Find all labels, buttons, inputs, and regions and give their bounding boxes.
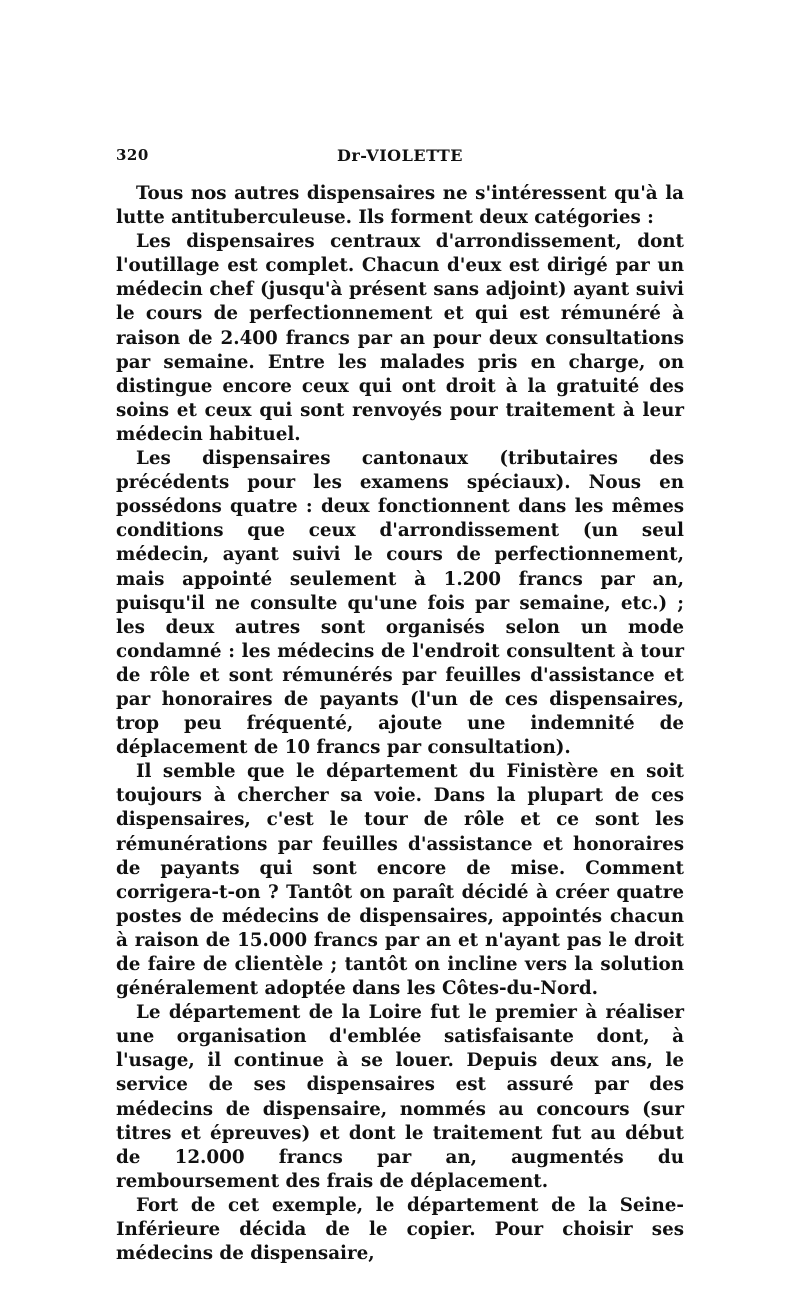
paragraph-3: Les dispensaires cantonaux (tributaires des précédents pour les examens spéciaux). Nous en possédons quatre : deux fonctionnent dans les mêmes conditions que ceux d'arrondissement (un seul médecin, ayant suivi le cours de perfectionnement, mais appointé seulement à 1.200 francs par an, puisqu'il ne consulte qu'une fois par semaine, etc.) ; les deux autres sont organisés selon un mode condamné : les médecins de l'endroit consultent à tour de rôle et sont rémunérés par feuilles d'assistance et par honoraires de payants (l'un de ces dispensaires, trop peu fréquenté, ajoute une indemnité de déplacement de 10 francs par consultation). (116, 448, 684, 759)
running-head (116, 146, 684, 168)
running-title: Dr-VIOLETTE (337, 146, 463, 165)
paragraph-2: Les dispensaires centraux d'arrondissement, dont l'outillage est complet. Chacun d'eux est dirigé par un médecin chef (jusqu'à présent sans adjoint) ayant suivi le cours de perfectionnement et qui est rémunéré à raison de 2.400 francs par an pour deux consultations par semaine. Entre les malades pris en charge, on distingue encore ceux qui ont droit à la gratuité des soins et ceux qui sont renvoyés pour traitement à leur médecin habituel. (116, 231, 684, 445)
book-page (116, 146, 684, 1266)
paragraph-4: Il semble que le département du Finistère en soit toujours à chercher sa voie. Dans la plupart de ces dispensaires, c'est le tour de rôle et ce sont les rémunérations par feuilles d'assistance et honoraires de payants qui sont encore de mise. Comment corrigera-t-on ? Tantôt on paraît décidé à créer quatre postes de médecins de dispensaires, appointés chacun à raison de 15.000 francs par an et n'ayant pas le droit de faire de clientèle ; tantôt on incline vers la solution généralement adoptée dans les Côtes-du-Nord. (116, 761, 684, 1000)
paragraph-5: Le département de la Loire fut le premier à réaliser une organisation d'emblée satisfaisante dont, à l'usage, il continue à se louer. Depuis deux ans, le service de ses dispensaires est assuré par des médecins de dispensaire, nommés au concours (sur titres et épreuves) et dont le traitement fut au début de 12.000 francs par an, augmentés du remboursement des frais de déplacement. (116, 1002, 684, 1192)
paragraph-1: Tous nos autres dispensaires ne s'intéressent qu'à la lutte antituberculeuse. Ils forment deux catégories : (116, 183, 684, 229)
body-text (116, 182, 684, 1266)
paragraph-6: Fort de cet exemple, le département de la Seine-Inférieure décida de le copier. Pour choisir ses médecins de dispensaire, (116, 1194, 684, 1265)
page-number: 320 (116, 146, 149, 164)
